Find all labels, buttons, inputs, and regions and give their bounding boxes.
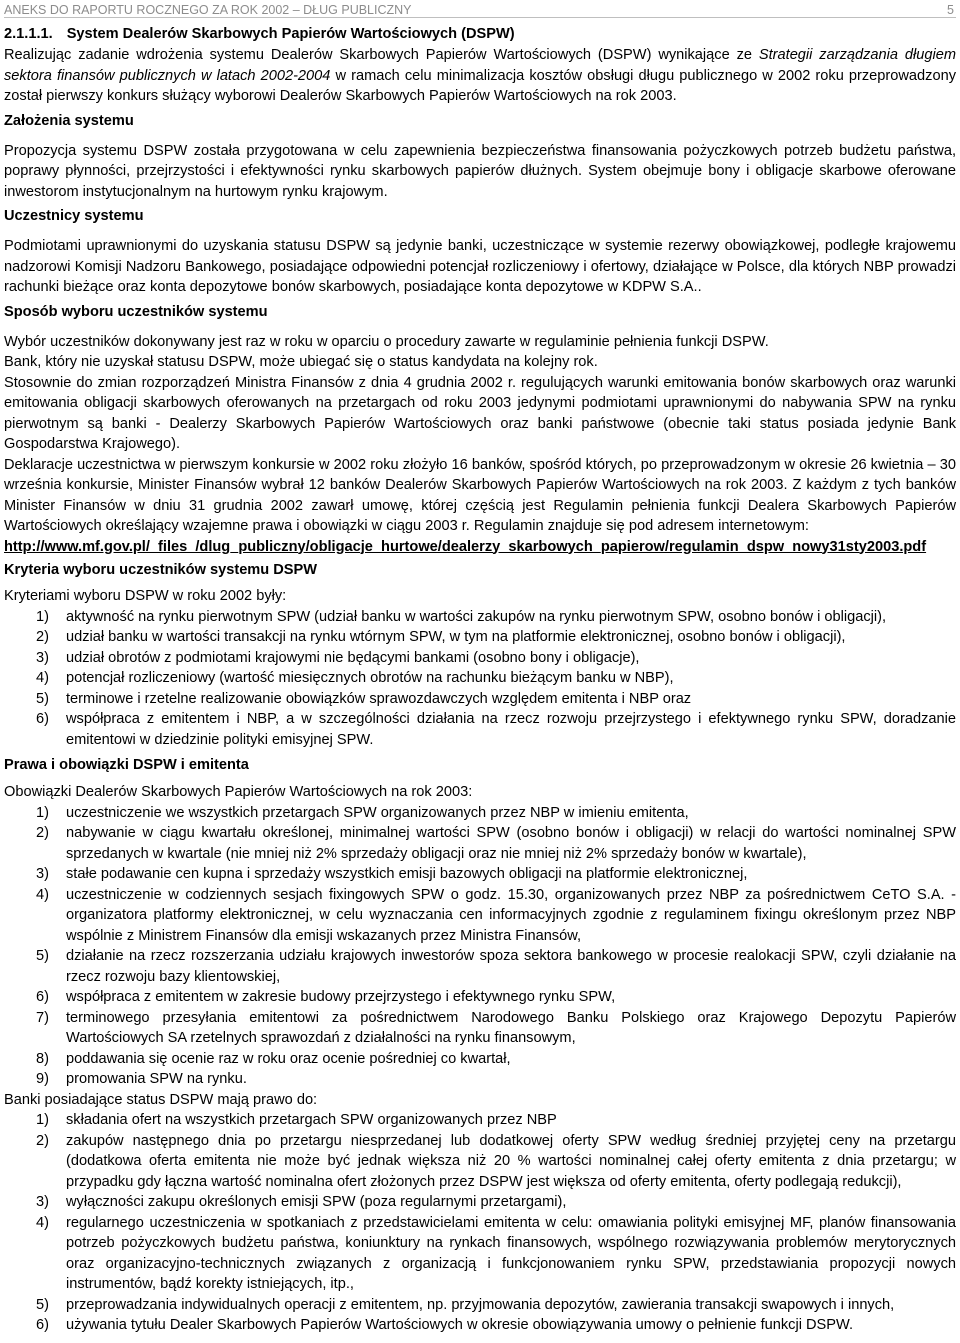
list-item-text: uczestniczenie we wszystkich przetargach SPW organizowanych przez NBP w imieniu emitenta, (66, 804, 689, 821)
obowiazek-item (4, 803, 956, 824)
list-item-number: 4) (36, 670, 49, 686)
prawo-item (4, 1315, 956, 1336)
prawo-item (4, 1110, 956, 1131)
kryteria-item (4, 709, 956, 750)
running-header (4, 0, 956, 18)
kryteria-item (4, 607, 956, 628)
obowiazek-item (4, 987, 956, 1008)
list-item-text: zakupów następnego dnia po przetargu niesprzedanej lub dodatkowej oferty SPW według średniej przyjętej ceny na przetargu (dodatkowa oferta emitenta nie może być jednak większa niż 20 % wartości nominalnej całej oferty emitenta z dnia przetargu; w przypadku gdy łączna wartość nominalna ofert złożonych przez DSPW jest większa od oferty emitenta, oferty podlegają redukcji), (66, 1132, 956, 1190)
header-title: ANEKS DO RAPORTU ROCZNEGO ZA ROK 2002 – DŁUG PUBLICZNY (4, 3, 412, 17)
list-item-number: 3) (36, 1194, 49, 1210)
heading-uczestnicy: Uczestnicy systemu (4, 208, 144, 224)
prawo-item (4, 1295, 956, 1316)
list-item-text: terminowe i rzetelne realizowanie obowiązków sprawozdawczych względem emitenta i NBP oraz (66, 690, 692, 707)
list-item-number: 3) (36, 866, 49, 882)
prawo-item (4, 1192, 956, 1213)
obowiazek-item (4, 946, 956, 987)
list-item-number: 4) (36, 1214, 49, 1231)
list-item-text: przeprowadzania indywidualnych operacji z emitentem, np. przyjmowania depozytów, zawierania transakcji swapowych i innych, (66, 1296, 895, 1313)
sposob-paragraph-1: Wybór uczestników dokonywany jest raz w roku w oparciu o procedury zawarte w regulaminie pełnienia funkcji DSPW. (4, 333, 769, 350)
obowiazek-item (4, 885, 956, 947)
obowiazek-item (4, 864, 956, 885)
list-item-text: potencjał rozliczeniowy (wartość miesięcznych obrotów na rachunku bieżącym banku w NBP), (66, 670, 674, 686)
list-item-number: 4) (36, 886, 49, 903)
regulamin-link[interactable]: http://www.mf.gov.pl/_files_/dlug_publiczny/obligacje_hurtowe/dealerzy_skarbowych_papierow/regulamin_dspw_nowy31sty2003.pdf (4, 538, 927, 555)
kryteria-list (4, 607, 956, 751)
list-item-number: 5) (36, 948, 49, 964)
section-title (4, 25, 956, 44)
sposob-paragraph-4: Deklaracje uczestnictwa w pierwszym konkursie w 2002 roku złożyło 16 banków, spośród których, po przeprowadzonym w okresie 26 kwietnia – 30 września konkursie, Minister Finansów wybrał 12 banków Dealerów Skarbowych Papierów Wartościowych na rok 2003. Z każdym z tych banków Minister Finansów w dniu 31 grudnia 2002 zawarł umowę, której częścią jest Regulamin pełnienia funkcji Dealera Skarbowych Papierów Wartościowych określający wzajemne prawa i obowiązki w ciągu 2003 r. Regulamin znajduje się pod adresem internetowym: (4, 456, 956, 534)
list-item-text: terminowego przesyłania emitentowi za pośrednictwem Narodowego Banku Polskiego oraz Krajowego Depozytu Papierów Wartościowych SA rzetelnych sprawozdań z działalności na rynku finansowym, (66, 1009, 956, 1046)
list-item-number: 1) (36, 804, 49, 821)
list-item-text: aktywność na rynku pierwotnym SPW (udział banku w wartości zakupów na rynku pierwotnym SPW, osobno bonów i obligacji), (66, 608, 887, 625)
zalozenia-paragraph: Propozycja systemu DSPW została przygotowana w celu zapewnienia bezpieczeństwa finansowania pożyczkowych potrzeb budżetu państwa, poprawy płynności, przejrzystości i efektywności rynku skarbowych papierów dłużnych. System obejmuje bony i obligacje skarbowe oferowane inwestorom instytucjonalnym na hurtowym rynku krajowym. (4, 142, 956, 200)
prawa-intro: Banki posiadające status DSPW mają prawo do: (4, 1091, 318, 1108)
obowiazek-item (4, 1049, 956, 1070)
uczestnicy-paragraph: Podmiotami uprawnionymi do uzyskania statusu DSPW są jedynie banki, uczestniczące w systemie rezerwy obowiązkowej, podległe krajowemu nadzorowi Komisji Nadzoru Bankowego, posiadające odpowiedni potencjał rozliczeniowy i ofertowy, działające w Polsce, dla których NBP prowadzi rachunki bieżące oraz konta depozytowe bonów skarbowych, posiadające konta depozytowe w KDPW S.A.. (4, 238, 956, 295)
list-item-text: uczestniczenie w codziennych sesjach fixingowych SPW o godz. 15.30, organizowanych przez NBP za pośrednictwem CeTO S.A. - organizatora platformy elektronicznej, w celu wyznaczania cen informacyjnych zgodnie z regulaminem fixingu określonym przez NBP wspólnie z Ministrem Finansów dla emisji wskazanych przez Ministra Finansów, (66, 886, 956, 944)
list-item-number: 2) (36, 1132, 49, 1149)
section-number: 2.1.1.1. (4, 26, 53, 42)
sposob-paragraph-2: Bank, który nie uzyskał statusu DSPW, może ubiegać się o status kandydata na kolejny rok. (4, 354, 598, 370)
intro-text-1: Realizując zadanie wdrożenia systemu Dealerów Skarbowych Papierów Wartościowych (DSPW) wynikające ze (4, 47, 759, 63)
sposob-paragraph-3: Stosownie do zmian rozporządzeń Ministra Finansów z dnia 4 grudnia 2002 r. regulujących warunki emitowania bonów skarbowych oraz warunki emitowania obligacji skarbowych oferowanych na przetargach od roku 2003 jedynymi podmiotami uprawnionymi do nabywania SPW na rynku pierwotnym są banki - Dealerzy Skarbowych Papierów Wartościowych oraz banki państwowe (obecnie taki status posiada jedynie Bank Gospodarstwa Krajowego). (4, 374, 956, 452)
kryteria-item (4, 648, 956, 669)
list-item-text: udział obrotów z podmiotami krajowymi nie będącymi bankami (osobno bony i obligacje), (66, 649, 640, 666)
list-item-number: 8) (36, 1050, 49, 1067)
kryteria-intro: Kryteriami wyboru DSPW w roku 2002 były: (4, 588, 287, 604)
obowiazek-item (4, 1008, 956, 1049)
list-item-number: 6) (36, 989, 49, 1005)
list-item-number: 5) (36, 1296, 49, 1313)
list-item-number: 5) (36, 690, 49, 707)
kryteria-item (4, 689, 956, 710)
prawa-list (4, 1110, 956, 1336)
prawo-item (4, 1131, 956, 1193)
heading-sposob: Sposób wyboru uczestników systemu (4, 303, 268, 320)
obowiazek-item (4, 823, 956, 864)
list-item-text: wyłączności zakupu określonych emisji SPW (poza regularnymi przetargami), (66, 1194, 567, 1210)
list-item-text: działanie na rzecz rozszerzania udziału krajowych inwestorów spoza sektora bankowego w procesie realokacji SPW, czyli działanie na rzecz rozwoju bazy klientowskiej, (66, 948, 956, 985)
list-item-text: poddawania się ocenie raz w roku oraz ocenie pośredniej co kwartał, (66, 1050, 511, 1067)
list-item-text: nabywanie w ciągu kwartału określonej, minimalnej wartości SPW (osobno bonów i obligacji) w relacji do wartości nominalnej SPW sprzedanych w kwartale (nie mniej niż 2% sprzedaży obligacji oraz nie mniej niż 2% sprzedaży bonów w kwartale), (66, 825, 956, 862)
list-item-text: współpraca z emitentem i NBP, a w szczególności działania na rzecz rozwoju przejrzystego i efektywnego rynku SPW, doradzanie emitentowi w dziedzinie polityki emisyjnej SPW. (66, 711, 956, 748)
kryteria-item (4, 627, 956, 648)
list-item-text: współpraca z emitentem w zakresie budowy przejrzystego i efektywnego rynku SPW, (66, 989, 616, 1005)
prawo-item (4, 1213, 956, 1295)
list-item-text: stałe podawanie cen kupna i sprzedaży wszystkich emisji bazowych obligacji na platformie elektronicznej, (66, 866, 748, 882)
intro-text-2: w ramach celu minimalizacja kosztów obsługi długu publicznego w 2002 roku przeprowadzony został pierwszy konkurs służący wyborowi Dealerów Skarbowych Papierów Wartościowych na rok 2003. (4, 67, 956, 104)
list-item-number: 7) (36, 1009, 49, 1026)
list-item-number: 2) (36, 629, 49, 645)
list-item-number: 2) (36, 825, 49, 841)
heading-prawa: Prawa i obowiązki DSPW i emitenta (4, 757, 249, 773)
list-item-number: 1) (36, 1112, 49, 1128)
kryteria-item (4, 668, 956, 689)
intro-paragraph (4, 45, 956, 107)
list-item-number: 6) (36, 711, 49, 727)
list-item-number: 3) (36, 649, 49, 666)
list-item-number: 6) (36, 1317, 49, 1333)
list-item-text: używania tytułu Dealer Skarbowych Papierów Wartościowych w okresie obowiązywania umowy o pełnienie funkcji DSPW. (66, 1317, 854, 1333)
list-item-text: promowania SPW na rynku. (66, 1071, 247, 1087)
list-item-number: 1) (36, 608, 49, 625)
page-number: 5 (947, 3, 954, 17)
list-item-number: 9) (36, 1071, 49, 1087)
list-item-text: składania ofert na wszystkich przetargach SPW organizowanych przez NBP (66, 1112, 557, 1128)
list-item-text: regularnego uczestniczenia w spotkaniach z przedstawicielami emitenta w celu: omawiania polityki emisyjnej MF, planów finansowania potrzeb pożyczkowych budżetu państwa, koniunktury na rynkach finansowych, wspólnego rozwiązywania problemów merytorycznych oraz organizacyjno-technicznych związanych z organizacją i funkcjonowaniem rynku SPW, przedstawiania propozycji nowych instrumentów, bądź korekty istniejących, itp., (66, 1214, 956, 1292)
section-title-text: System Dealerów Skarbowych Papierów Wartościowych (DSPW) (66, 26, 515, 42)
list-item-text: udział banku w wartości transakcji na rynku wtórnym SPW, w tym na platformie elektronicznej, osobno bonów i obligacji), (66, 629, 846, 645)
heading-kryteria: Kryteria wyboru uczestników systemu DSPW (4, 562, 318, 578)
obowiazek-item (4, 1069, 956, 1090)
obowiazki-list (4, 803, 956, 1090)
heading-zalozenia: Założenia systemu (4, 112, 134, 129)
obowiazki-intro: Obowiązki Dealerów Skarbowych Papierów Wartościowych na rok 2003: (4, 784, 473, 800)
intro-strategy-title: Strategii zarządzania długiem sektora finansów publicznych w latach 2002-2004 (4, 47, 956, 84)
